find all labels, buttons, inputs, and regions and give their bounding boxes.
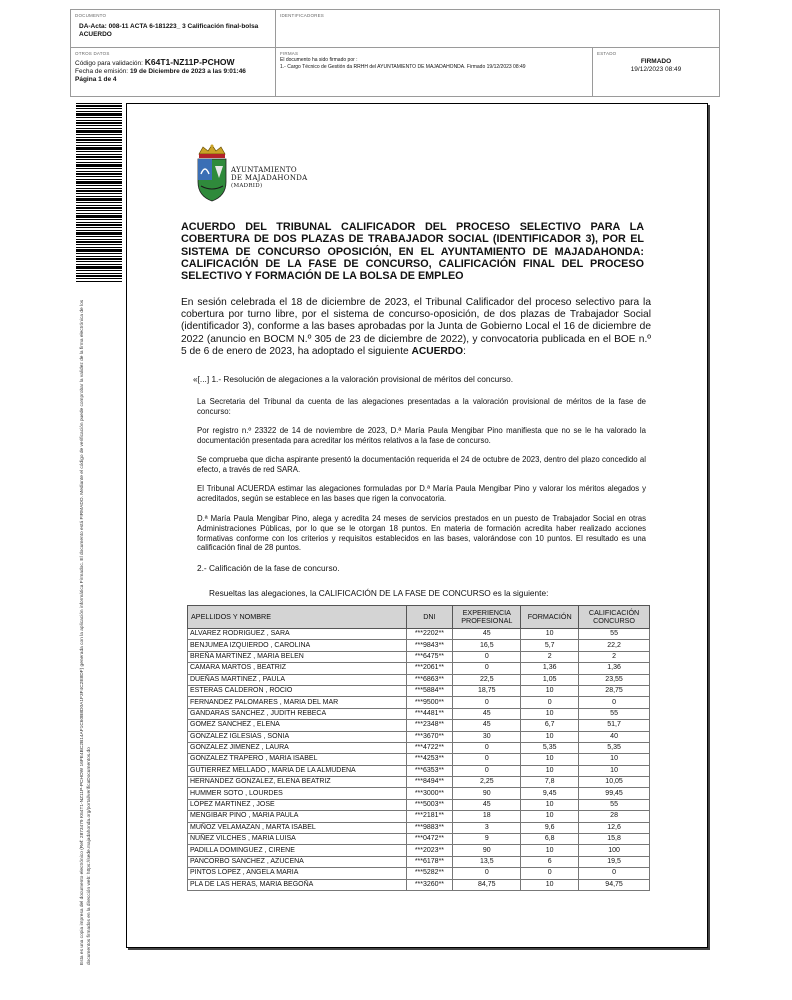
cell-formacion: 9,45 <box>521 788 579 799</box>
cell-nombre: NUÑEZ VILCHES , MARIA LUISA <box>188 834 407 845</box>
cell-dni: ***5884** <box>406 685 453 696</box>
cell-formacion: 5,7 <box>521 640 579 651</box>
cell-formacion: 2 <box>521 651 579 662</box>
cell-experiencia: 18 <box>453 811 521 822</box>
cell-formacion: 10 <box>521 799 579 810</box>
cell-nombre: BENJUMEA IZQUIERDO , CAROLINA <box>188 640 407 651</box>
cell-calificacion: 19,5 <box>579 856 650 867</box>
coat-of-arms-icon <box>195 144 229 202</box>
cell-experiencia: 9 <box>453 834 521 845</box>
cell-experiencia: 84,75 <box>453 879 521 890</box>
cell-nombre: GONZALEZ JIMENEZ , LAURA <box>188 742 407 753</box>
ayuntamiento-logo-text <box>231 166 308 190</box>
cell-dni: ***2061** <box>406 663 453 674</box>
cell-experiencia: 45 <box>453 708 521 719</box>
cell-experiencia: 18,75 <box>453 685 521 696</box>
cell-calificacion: 23,55 <box>579 674 650 685</box>
cell-experiencia: 0 <box>453 868 521 879</box>
cell-formacion: 9,6 <box>521 822 579 833</box>
cell-calificacion: 1,36 <box>579 663 650 674</box>
cell-dni: ***8494** <box>406 777 453 788</box>
cell-formacion: 10 <box>521 811 579 822</box>
table-row <box>188 685 650 696</box>
cell-dni: ***6178** <box>406 856 453 867</box>
identificadores-cell <box>276 10 719 48</box>
codigo-prefix: Código para validación: <box>75 60 143 67</box>
cell-nombre: GOMEZ SANCHEZ , ELENA <box>188 720 407 731</box>
documento-value: DA-Acta: 008-11 ACTA 6-181223_ 3 Calificación final-bolsa ACUERDO <box>79 23 259 38</box>
side-verification-text: Esta es una copia impresa del documento electrónico (Ref: 2873479 K64T1-NZ11P-PCHOW 16FE4BC2B14AF1C60B8D0A1F3F4C2E8DF) generada con la aplicación informática Firmadoc. El documento está FIRMADO. Mediante el código de verificación puede comprobar la validez de la firma electrónica de los documentos firmados en la dirección web: https://sede.majadahonda.org/portal/verificaDocumentos.do <box>80 299 92 965</box>
col-header-dni: DNI <box>406 606 453 629</box>
cell-nombre: FERNANDEZ PALOMARES , MARIA DEL MAR <box>188 697 407 708</box>
identificadores-label: IDENTIFICADORES <box>280 13 325 18</box>
cell-nombre: CAMARA MARTOS , BEATRIZ <box>188 663 407 674</box>
estado-cell <box>593 48 719 96</box>
fecha-emision: 19 de Diciembre de 2023 a las 9:01:46 <box>129 68 246 75</box>
table-header-row <box>188 606 650 629</box>
cell-dni: ***4481** <box>406 708 453 719</box>
col-header-experiencia: EXPERIENCIA PROFESIONAL <box>453 606 521 629</box>
documento-label: DOCUMENTO <box>75 13 107 18</box>
cell-calificacion: 0 <box>579 697 650 708</box>
cell-calificacion: 12,6 <box>579 822 650 833</box>
table-row <box>188 765 650 776</box>
cell-dni: ***6475** <box>406 651 453 662</box>
table-row <box>188 708 650 719</box>
document-title: ACUERDO DEL TRIBUNAL CALIFICADOR DEL PROCESO SELECTIVO PARA LA COBERTURA DE DOS PLAZAS DE TRABAJADOR SOCIAL (IDENTIFICADOR 3), POR EL SISTEMA DE CONCURSO OPOSICIÓN, EN EL AYUNTAMIENTO DE MAJADAHONDA: CALIFICACIÓN DE LA FASE DE CONCURSO, CALIFICACIÓN FINAL DEL PROCESO SELECTIVO Y FORMACIÓN DE LA BOLSA DE EMPLEO <box>181 221 644 283</box>
cell-calificacion: 28,75 <box>579 685 650 696</box>
table-row <box>188 640 650 651</box>
cell-dni: ***4253** <box>406 754 453 765</box>
calificacion-table <box>187 605 650 891</box>
logo-line1: AYUNTAMIENTO <box>231 166 297 174</box>
paragraph-comprueba: Se comprueba que dicha aspirante presentó la documentación requerida el 24 de octubre de 2023, dentro del plazo concedido al efecto, a través de red SARA. <box>197 455 646 474</box>
firmas-text1: El documento ha sido firmado por : <box>280 57 358 63</box>
cell-nombre: ESTERAS CALDERON , ROCIO <box>188 685 407 696</box>
estado-value: FIRMADO <box>640 58 672 65</box>
cell-formacion: 7,8 <box>521 777 579 788</box>
cell-experiencia: 0 <box>453 663 521 674</box>
table-row <box>188 879 650 890</box>
otros-datos-label: OTROS DATOS <box>75 51 110 56</box>
cell-calificacion: 10 <box>579 754 650 765</box>
cell-experiencia: 0 <box>453 742 521 753</box>
cell-formacion: 10 <box>521 629 579 640</box>
cell-experiencia: 90 <box>453 845 521 856</box>
cell-dni: ***0472** <box>406 834 453 845</box>
cell-formacion: 0 <box>521 697 579 708</box>
cell-nombre: PANCORBO SANCHEZ , AZUCENA <box>188 856 407 867</box>
estado-fecha: 19/12/2023 08:49 <box>630 66 682 73</box>
cell-calificacion: 0 <box>579 868 650 879</box>
table-row <box>188 868 650 879</box>
table-row <box>188 777 650 788</box>
section-1-heading: «[...] 1.- Resolución de alegaciones a la valoración provisional de méritos del concurso. <box>193 374 514 384</box>
col-header-calificacion: CALIFICACIÓN CONCURSO <box>579 606 650 629</box>
col-header-nombre: APELLIDOS Y NOMBRE <box>188 606 407 629</box>
cell-dni: ***9883** <box>406 822 453 833</box>
paragraph-secretaria: La Secretaria del Tribunal da cuenta de las alegaciones presentadas a la valoración provisional de méritos de la fase de concurso: <box>197 397 646 416</box>
cell-calificacion: 10 <box>579 765 650 776</box>
cell-dni: ***3000** <box>406 788 453 799</box>
cell-formacion: 5,35 <box>521 742 579 753</box>
intro-bold: ACUERDO <box>411 345 464 357</box>
cell-nombre: GUTIERREZ MELLADO , MARIA DE LA ALMUDENA <box>188 765 407 776</box>
cell-formacion: 6 <box>521 856 579 867</box>
table-row <box>188 845 650 856</box>
cell-formacion: 6,8 <box>521 834 579 845</box>
cell-formacion: 1,05 <box>521 674 579 685</box>
fecha-prefix: Fecha de emisión: <box>75 68 129 75</box>
cell-calificacion: 94,75 <box>579 879 650 890</box>
cell-calificacion: 28 <box>579 811 650 822</box>
table-row <box>188 822 650 833</box>
intro-text: En sesión celebrada el 18 de diciembre de 2023, el Tribunal Calificador del proceso selectivo para la cobertura por turno libre, por el sistema de concurso-oposición, de dos plazas de Trabajador Social (identificador 3), conforme a las bases aprobadas por la Junta de Gobierno Local el 16 de diciembre de 2022 (anuncio en BOCM N.º 305 de 23 de diciembre de 2022), y convocatoria publicada en el BOE n.º 5 de 6 de enero de 2023, ha adoptado el siguiente <box>181 297 651 357</box>
cell-nombre: GONZALEZ TRAPERO , MARIA ISABEL <box>188 754 407 765</box>
table-row <box>188 651 650 662</box>
cell-dni: ***6863** <box>406 674 453 685</box>
cell-dni: ***3670** <box>406 731 453 742</box>
intro-end: : <box>463 345 466 357</box>
cell-formacion: 6,7 <box>521 720 579 731</box>
table-row <box>188 811 650 822</box>
table-row <box>188 663 650 674</box>
cell-dni: ***2202** <box>406 629 453 640</box>
estado-label: ESTADO <box>597 51 617 56</box>
cell-experiencia: 45 <box>453 799 521 810</box>
cell-calificacion: 22,2 <box>579 640 650 651</box>
intro-paragraph <box>181 297 651 358</box>
cell-experiencia: 3 <box>453 822 521 833</box>
cell-formacion: 1,36 <box>521 663 579 674</box>
cell-dni: ***9843** <box>406 640 453 651</box>
document-page <box>126 103 708 948</box>
cell-nombre: PLA DE LAS HERAS, MARIA BEGOÑA <box>188 879 407 890</box>
cell-dni: ***3260** <box>406 879 453 890</box>
cell-nombre: MUÑOZ VELAMAZAN , MARTA ISABEL <box>188 822 407 833</box>
table-body <box>188 629 650 891</box>
logo-line2: DE MAJADAHONDA <box>231 174 308 182</box>
cell-formacion: 10 <box>521 731 579 742</box>
paragraph-registro: Por registro n.º 23322 de 14 de noviembre de 2023, D.ª María Paula Mengibar Pino manifiesta que no se le ha valorado la documentación presentada para acreditar los méritos relativos a la fase de concurso. <box>197 426 646 445</box>
logo-line3: (MADRID) <box>231 183 263 189</box>
cell-dni: ***5003** <box>406 799 453 810</box>
cell-calificacion: 55 <box>579 629 650 640</box>
table-row <box>188 856 650 867</box>
cell-experiencia: 0 <box>453 765 521 776</box>
cell-calificacion: 55 <box>579 708 650 719</box>
cell-nombre: ALVAREZ RODRIGUEZ , SARA <box>188 629 407 640</box>
table-row <box>188 788 650 799</box>
otros-datos-cell <box>71 48 276 96</box>
cell-dni: ***2348** <box>406 720 453 731</box>
codigo-validacion: K64T1-NZ11P-PCHOW <box>144 57 235 67</box>
cell-calificacion: 100 <box>579 845 650 856</box>
table-row <box>188 742 650 753</box>
paragraph-mengibar: D.ª María Paula Mengibar Pino, alega y acredita 24 meses de servicios prestados en un puesto de Trabajador Social en otras Administraciones Públicas, por lo que se le otorgan 18 puntos. En materia de formación acredita haber realizado acciones formativas conforme con los criterios y requisitos establecidos en las bases, valorándose con 10 puntos. El resultado es una calificación final de 28 puntos. <box>197 514 646 553</box>
cell-formacion: 0 <box>521 868 579 879</box>
table-row <box>188 720 650 731</box>
cell-nombre: PINTOS LOPEZ , ANGELA MARIA <box>188 868 407 879</box>
table-row <box>188 799 650 810</box>
cell-dni: ***2023** <box>406 845 453 856</box>
cell-calificacion: 99,45 <box>579 788 650 799</box>
cell-experiencia: 22,5 <box>453 674 521 685</box>
paragraph-resueltas: Resueltas las alegaciones, la CALIFICACIÓN DE LA FASE DE CONCURSO es la siguiente: <box>209 588 549 598</box>
cell-calificacion: 40 <box>579 731 650 742</box>
cell-experiencia: 16,5 <box>453 640 521 651</box>
cell-experiencia: 13,5 <box>453 856 521 867</box>
cell-dni: ***9500** <box>406 697 453 708</box>
cell-formacion: 10 <box>521 708 579 719</box>
cell-nombre: GONZALEZ IGLESIAS , SONIA <box>188 731 407 742</box>
cell-calificacion: 10,05 <box>579 777 650 788</box>
table-row <box>188 754 650 765</box>
table-row <box>188 674 650 685</box>
cell-experiencia: 2,25 <box>453 777 521 788</box>
cell-experiencia: 45 <box>453 629 521 640</box>
cell-formacion: 10 <box>521 685 579 696</box>
cell-experiencia: 0 <box>453 651 521 662</box>
cell-experiencia: 90 <box>453 788 521 799</box>
cell-calificacion: 15,8 <box>579 834 650 845</box>
table-row <box>188 731 650 742</box>
cell-nombre: BREÑA MARTINEZ , MARIA BELEN <box>188 651 407 662</box>
cell-calificacion: 51,7 <box>579 720 650 731</box>
cell-nombre: GANDARAS SANCHEZ , JUDITH REBECA <box>188 708 407 719</box>
cell-calificacion: 55 <box>579 799 650 810</box>
col-header-formacion: FORMACIÓN <box>521 606 579 629</box>
cell-formacion: 10 <box>521 879 579 890</box>
firmas-cell <box>276 48 593 96</box>
cell-experiencia: 30 <box>453 731 521 742</box>
cell-nombre: PADILLA DOMINGUEZ , CIRENE <box>188 845 407 856</box>
cell-nombre: HUMMER SOTO , LOURDES <box>188 788 407 799</box>
section-2-heading: 2.- Calificación de la fase de concurso. <box>197 563 340 573</box>
cell-formacion: 10 <box>521 845 579 856</box>
cell-nombre: DUEÑAS MARTINEZ , PAULA <box>188 674 407 685</box>
signature-header <box>70 9 720 97</box>
table-row <box>188 697 650 708</box>
cell-calificacion: 2 <box>579 651 650 662</box>
documento-cell <box>71 10 276 48</box>
cell-calificacion: 5,35 <box>579 742 650 753</box>
cell-nombre: LÓPEZ MARTINEZ , JOSE <box>188 799 407 810</box>
cell-dni: ***6353** <box>406 765 453 776</box>
barcode-image <box>76 103 122 283</box>
cell-experiencia: 45 <box>453 720 521 731</box>
cell-dni: ***4722** <box>406 742 453 753</box>
firmas-text2: 1.- Cargo Técnico de Gestión da RRHH del AYUNTAMIENTO DE MAJADAHONDA. Firmado 19/12/2023 08:49 <box>280 64 526 70</box>
firmas-label: FIRMAS <box>280 51 299 56</box>
paragraph-acuerda: El Tribunal ACUERDA estimar las alegaciones formuladas por D.ª María Paula Mengibar Pino y valorar los méritos alegados y acreditados, según se establece en las bases que rigen la convocatoria. <box>197 484 646 503</box>
table-row <box>188 629 650 640</box>
cell-formacion: 10 <box>521 765 579 776</box>
pagina: Página 1 de 4 <box>75 76 117 83</box>
cell-experiencia: 0 <box>453 697 521 708</box>
cell-experiencia: 0 <box>453 754 521 765</box>
cell-formacion: 10 <box>521 754 579 765</box>
cell-nombre: MENGIBAR PINO , MARIA PAULA <box>188 811 407 822</box>
cell-dni: ***2181** <box>406 811 453 822</box>
cell-nombre: HERNANDEZ GONZALEZ, ELENA BEATRIZ <box>188 777 407 788</box>
cell-dni: ***5282** <box>406 868 453 879</box>
table-row <box>188 834 650 845</box>
